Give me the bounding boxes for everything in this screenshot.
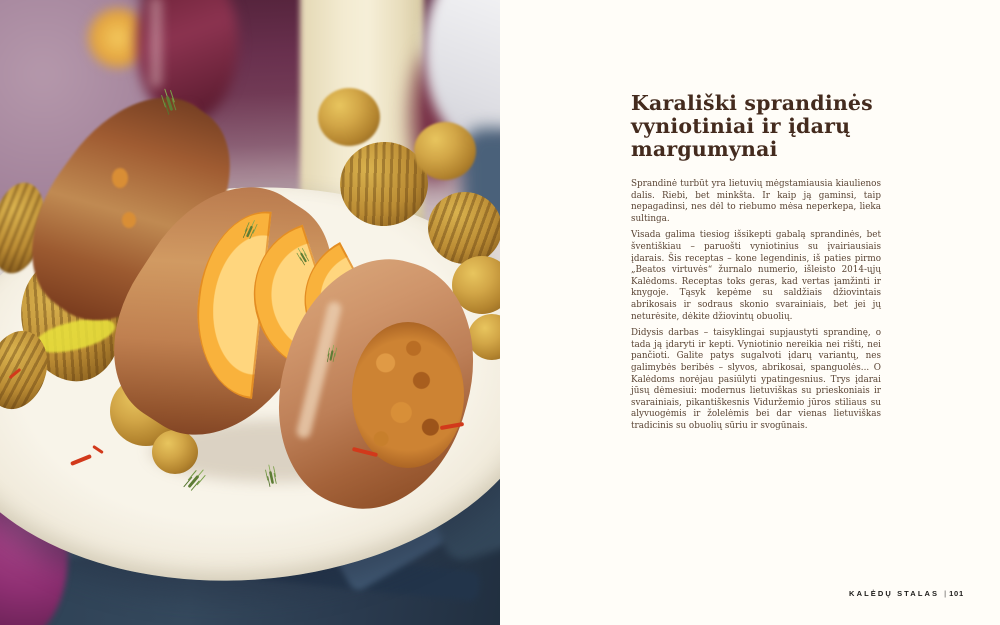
- potato: [318, 88, 380, 146]
- footer-divider: |: [944, 589, 947, 598]
- page-footer: [849, 589, 964, 598]
- body-paragraph: Visada galima tiesiog išsikepti gabalą sprandinės, bet šventiškiau – paruošti vyniotinius su įvairiausiais įdarais. Šis receptas – kone legendinis, iš paties pirmo „Beatos virtuvės“ žurnalo numerio, išleisto 2014-ųjų Kalėdoms. Receptas toks geras, kad vertas įamžinti ir knygoje. Tąsyk kepėme su saldžiais džiovintais abrikosais ir sodraus skonio svarainiais, bet jei jų neturėsite, dėkite džiovintų obuolių.: [631, 230, 881, 322]
- apricot-bit: [122, 212, 136, 228]
- title-line: vyniotiniai ir įdarų: [631, 114, 851, 138]
- body-paragraph: Didysis darbas – taisyklingai supjaustyti sprandinę, o tada ją įdaryti ir kepti. Vyniotinio nereikia nei rišti, nei pančioti. Galite patys sugalvoti įdarų variantų, nes galimybės beribės – slyvos, abrikosai, spanguolės... O Kalėdoms norėjau pasiūlyti ypatingesnius. Trys įdarai jūsų dėmesiui: modernus lietuviškas su prieskoniais ir svarainiais, pikantiškesnis Viduržemio jūros stiliaus su alyvuogėmis ir žolelėmis bei dar vienas lietuviškas tradicinis su obuolių sūriu ir svogūnais.: [631, 328, 881, 431]
- footer-page-number: 101: [949, 589, 964, 598]
- article: [631, 92, 881, 437]
- page-title: [631, 92, 881, 161]
- apricot-bit: [112, 168, 128, 188]
- text-page: [500, 0, 1000, 625]
- footer-section-label: KALĖDŲ STALAS: [849, 589, 940, 598]
- title-line: Karališki sprandinės: [631, 91, 873, 115]
- body-paragraph: Sprandinė turbūt yra lietuvių mėgstamiausia kiaulienos dalis. Riebi, bet minkšta. Ir kaip ją gaminsi, taip nepagadinsi, nes dėl to riebumo mėsa neperkepa, lieka sultinga.: [631, 179, 881, 224]
- potato: [414, 122, 476, 180]
- title-line: margumynai: [631, 137, 778, 161]
- wine-glass-highlight: [150, 0, 162, 88]
- body-copy: [631, 179, 881, 432]
- potato: [152, 430, 198, 474]
- stuffing-cut-face: [352, 322, 464, 468]
